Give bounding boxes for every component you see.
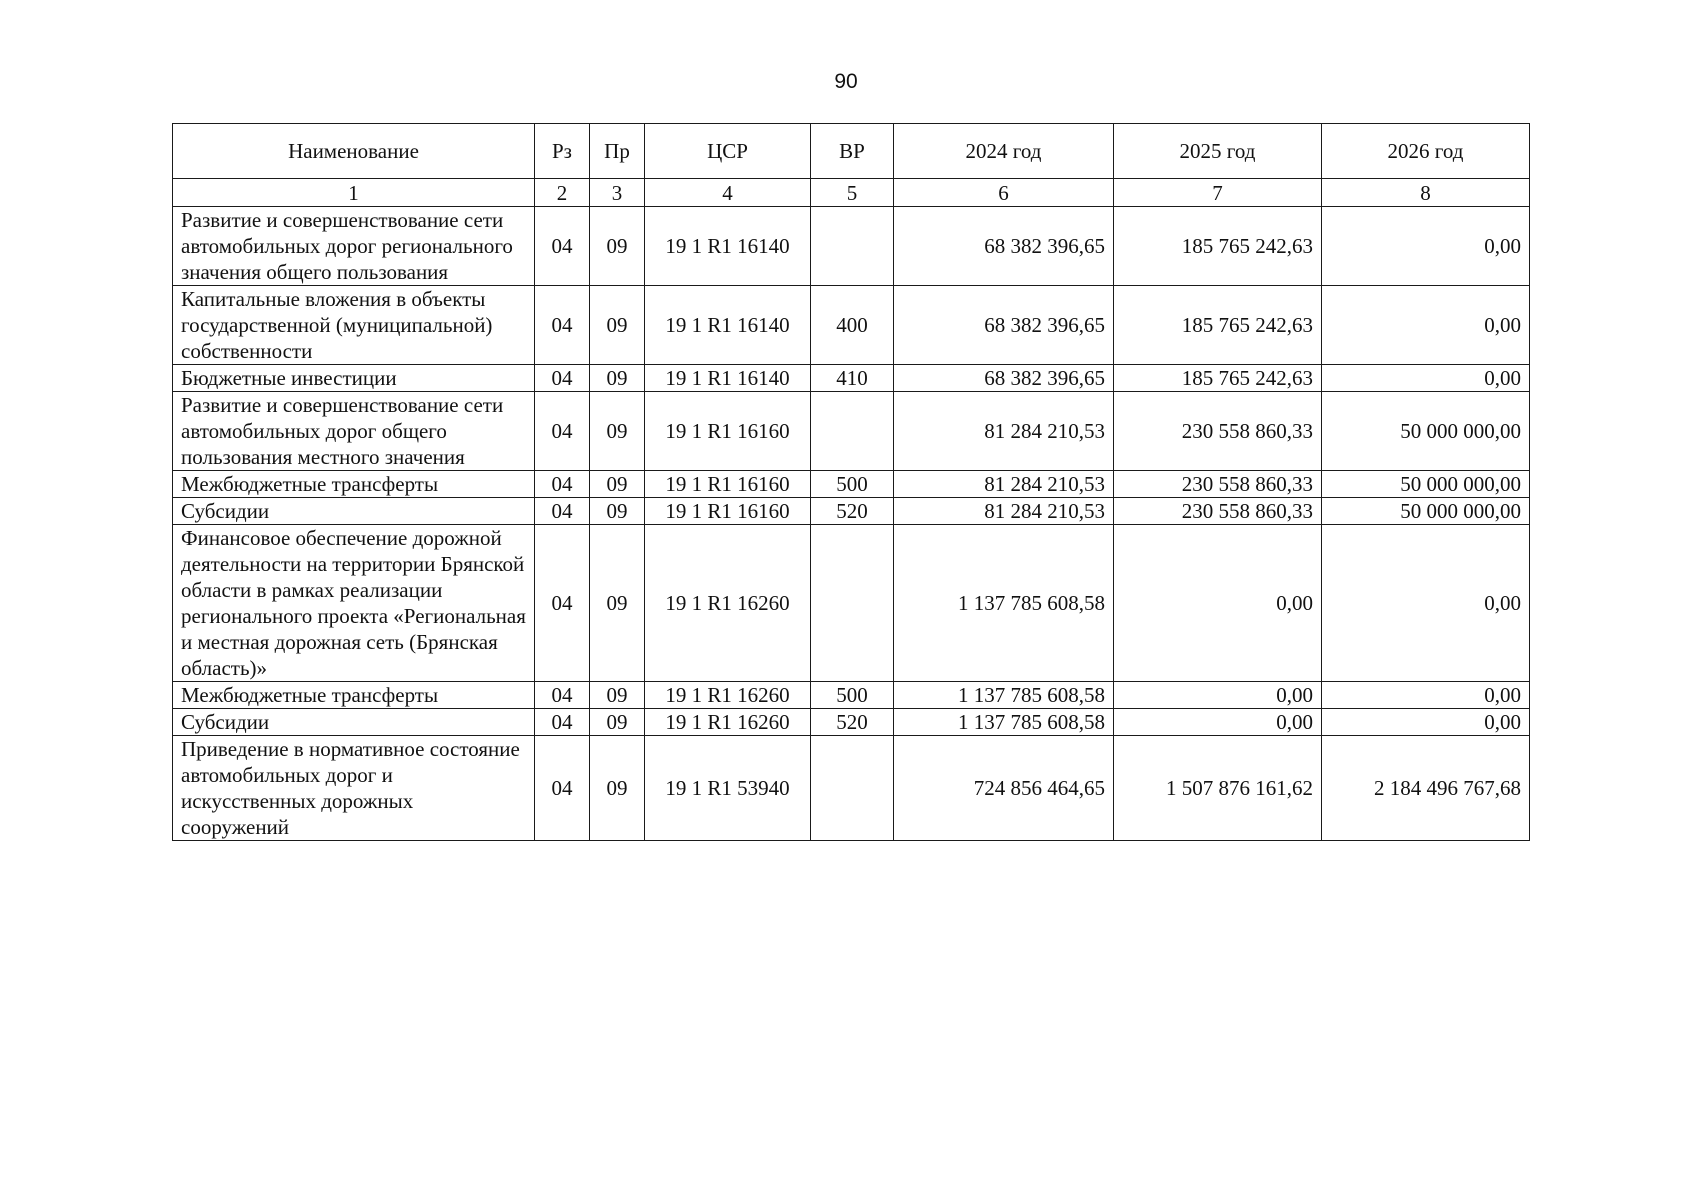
row-csr: 19 1 R1 16140 [645, 207, 811, 286]
row-amount-2024: 68 382 396,65 [894, 207, 1114, 286]
row-amount-2026: 0,00 [1322, 525, 1530, 682]
row-vr: 520 [811, 498, 894, 525]
row-rz: 04 [535, 365, 590, 392]
row-rz: 04 [535, 525, 590, 682]
row-amount-2026: 0,00 [1322, 682, 1530, 709]
table-row [173, 207, 1530, 286]
column-number: 8 [1322, 179, 1530, 207]
row-csr: 19 1 R1 53940 [645, 736, 811, 841]
header-row [173, 124, 1530, 179]
row-pr: 09 [590, 498, 645, 525]
column-number: 6 [894, 179, 1114, 207]
row-rz: 04 [535, 682, 590, 709]
row-vr: 500 [811, 682, 894, 709]
row-rz: 04 [535, 286, 590, 365]
row-amount-2025: 185 765 242,63 [1114, 207, 1322, 286]
row-rz: 04 [535, 392, 590, 471]
row-amount-2026: 50 000 000,00 [1322, 471, 1530, 498]
row-pr: 09 [590, 736, 645, 841]
row-amount-2026: 0,00 [1322, 286, 1530, 365]
row-vr [811, 736, 894, 841]
header-name: Наименование [173, 124, 535, 179]
table-row [173, 525, 1530, 682]
row-amount-2025: 1 507 876 161,62 [1114, 736, 1322, 841]
row-rz: 04 [535, 471, 590, 498]
row-amount-2026: 2 184 496 767,68 [1322, 736, 1530, 841]
row-amount-2026: 0,00 [1322, 709, 1530, 736]
row-rz: 04 [535, 709, 590, 736]
row-pr: 09 [590, 682, 645, 709]
table-row [173, 392, 1530, 471]
table-row [173, 709, 1530, 736]
row-name: Межбюджетные трансферты [173, 682, 535, 709]
table-row [173, 736, 1530, 841]
row-name: Субсидии [173, 498, 535, 525]
row-amount-2024: 724 856 464,65 [894, 736, 1114, 841]
row-amount-2024: 81 284 210,53 [894, 498, 1114, 525]
row-amount-2024: 81 284 210,53 [894, 392, 1114, 471]
row-pr: 09 [590, 471, 645, 498]
header-2025: 2025 год [1114, 124, 1322, 179]
row-csr: 19 1 R1 16160 [645, 498, 811, 525]
header-csr: ЦСР [645, 124, 811, 179]
row-amount-2024: 68 382 396,65 [894, 286, 1114, 365]
row-amount-2025: 0,00 [1114, 525, 1322, 682]
row-name: Финансовое обеспечение дорожной деятельности на территории Брянской области в рамках реализации регионального проекта «Региональная и местная дорожная сеть (Брянская область)» [173, 525, 535, 682]
row-pr: 09 [590, 365, 645, 392]
row-vr: 410 [811, 365, 894, 392]
row-rz: 04 [535, 736, 590, 841]
row-csr: 19 1 R1 16160 [645, 471, 811, 498]
budget-table [172, 123, 1530, 841]
row-amount-2025: 0,00 [1114, 709, 1322, 736]
row-amount-2026: 0,00 [1322, 365, 1530, 392]
row-csr: 19 1 R1 16140 [645, 286, 811, 365]
row-rz: 04 [535, 207, 590, 286]
row-csr: 19 1 R1 16140 [645, 365, 811, 392]
row-amount-2024: 1 137 785 608,58 [894, 525, 1114, 682]
row-vr: 500 [811, 471, 894, 498]
row-amount-2025: 185 765 242,63 [1114, 286, 1322, 365]
row-pr: 09 [590, 207, 645, 286]
row-vr [811, 392, 894, 471]
row-vr [811, 207, 894, 286]
row-amount-2024: 81 284 210,53 [894, 471, 1114, 498]
row-name: Капитальные вложения в объекты государственной (муниципальной) собственности [173, 286, 535, 365]
row-pr: 09 [590, 286, 645, 365]
column-number-row [173, 179, 1530, 207]
row-pr: 09 [590, 392, 645, 471]
table-row [173, 471, 1530, 498]
row-amount-2025: 0,00 [1114, 682, 1322, 709]
row-pr: 09 [590, 525, 645, 682]
row-vr: 400 [811, 286, 894, 365]
row-amount-2025: 230 558 860,33 [1114, 471, 1322, 498]
row-amount-2025: 230 558 860,33 [1114, 392, 1322, 471]
table-row [173, 498, 1530, 525]
page-number: 90 [834, 70, 858, 93]
row-name: Межбюджетные трансферты [173, 471, 535, 498]
row-amount-2026: 0,00 [1322, 207, 1530, 286]
column-number: 2 [535, 179, 590, 207]
table-row [173, 286, 1530, 365]
row-amount-2024: 1 137 785 608,58 [894, 682, 1114, 709]
row-amount-2024: 1 137 785 608,58 [894, 709, 1114, 736]
column-number: 7 [1114, 179, 1322, 207]
row-csr: 19 1 R1 16260 [645, 525, 811, 682]
row-amount-2026: 50 000 000,00 [1322, 498, 1530, 525]
table-row [173, 682, 1530, 709]
row-vr: 520 [811, 709, 894, 736]
column-number: 5 [811, 179, 894, 207]
row-name: Развитие и совершенствование сети автомобильных дорог регионального значения общего пользования [173, 207, 535, 286]
row-vr [811, 525, 894, 682]
header-rz: Рз [535, 124, 590, 179]
row-name: Развитие и совершенствование сети автомобильных дорог общего пользования местного значения [173, 392, 535, 471]
row-name: Приведение в нормативное состояние автомобильных дорог и искусственных дорожных сооружений [173, 736, 535, 841]
header-2026: 2026 год [1322, 124, 1530, 179]
row-amount-2025: 230 558 860,33 [1114, 498, 1322, 525]
row-name: Бюджетные инвестиции [173, 365, 535, 392]
row-pr: 09 [590, 709, 645, 736]
header-pr: Пр [590, 124, 645, 179]
table-row [173, 365, 1530, 392]
row-csr: 19 1 R1 16260 [645, 682, 811, 709]
row-csr: 19 1 R1 16260 [645, 709, 811, 736]
row-amount-2026: 50 000 000,00 [1322, 392, 1530, 471]
column-number: 1 [173, 179, 535, 207]
column-number: 3 [590, 179, 645, 207]
row-rz: 04 [535, 498, 590, 525]
header-vr: ВР [811, 124, 894, 179]
column-number: 4 [645, 179, 811, 207]
header-2024: 2024 год [894, 124, 1114, 179]
row-amount-2025: 185 765 242,63 [1114, 365, 1322, 392]
row-name: Субсидии [173, 709, 535, 736]
row-csr: 19 1 R1 16160 [645, 392, 811, 471]
row-amount-2024: 68 382 396,65 [894, 365, 1114, 392]
